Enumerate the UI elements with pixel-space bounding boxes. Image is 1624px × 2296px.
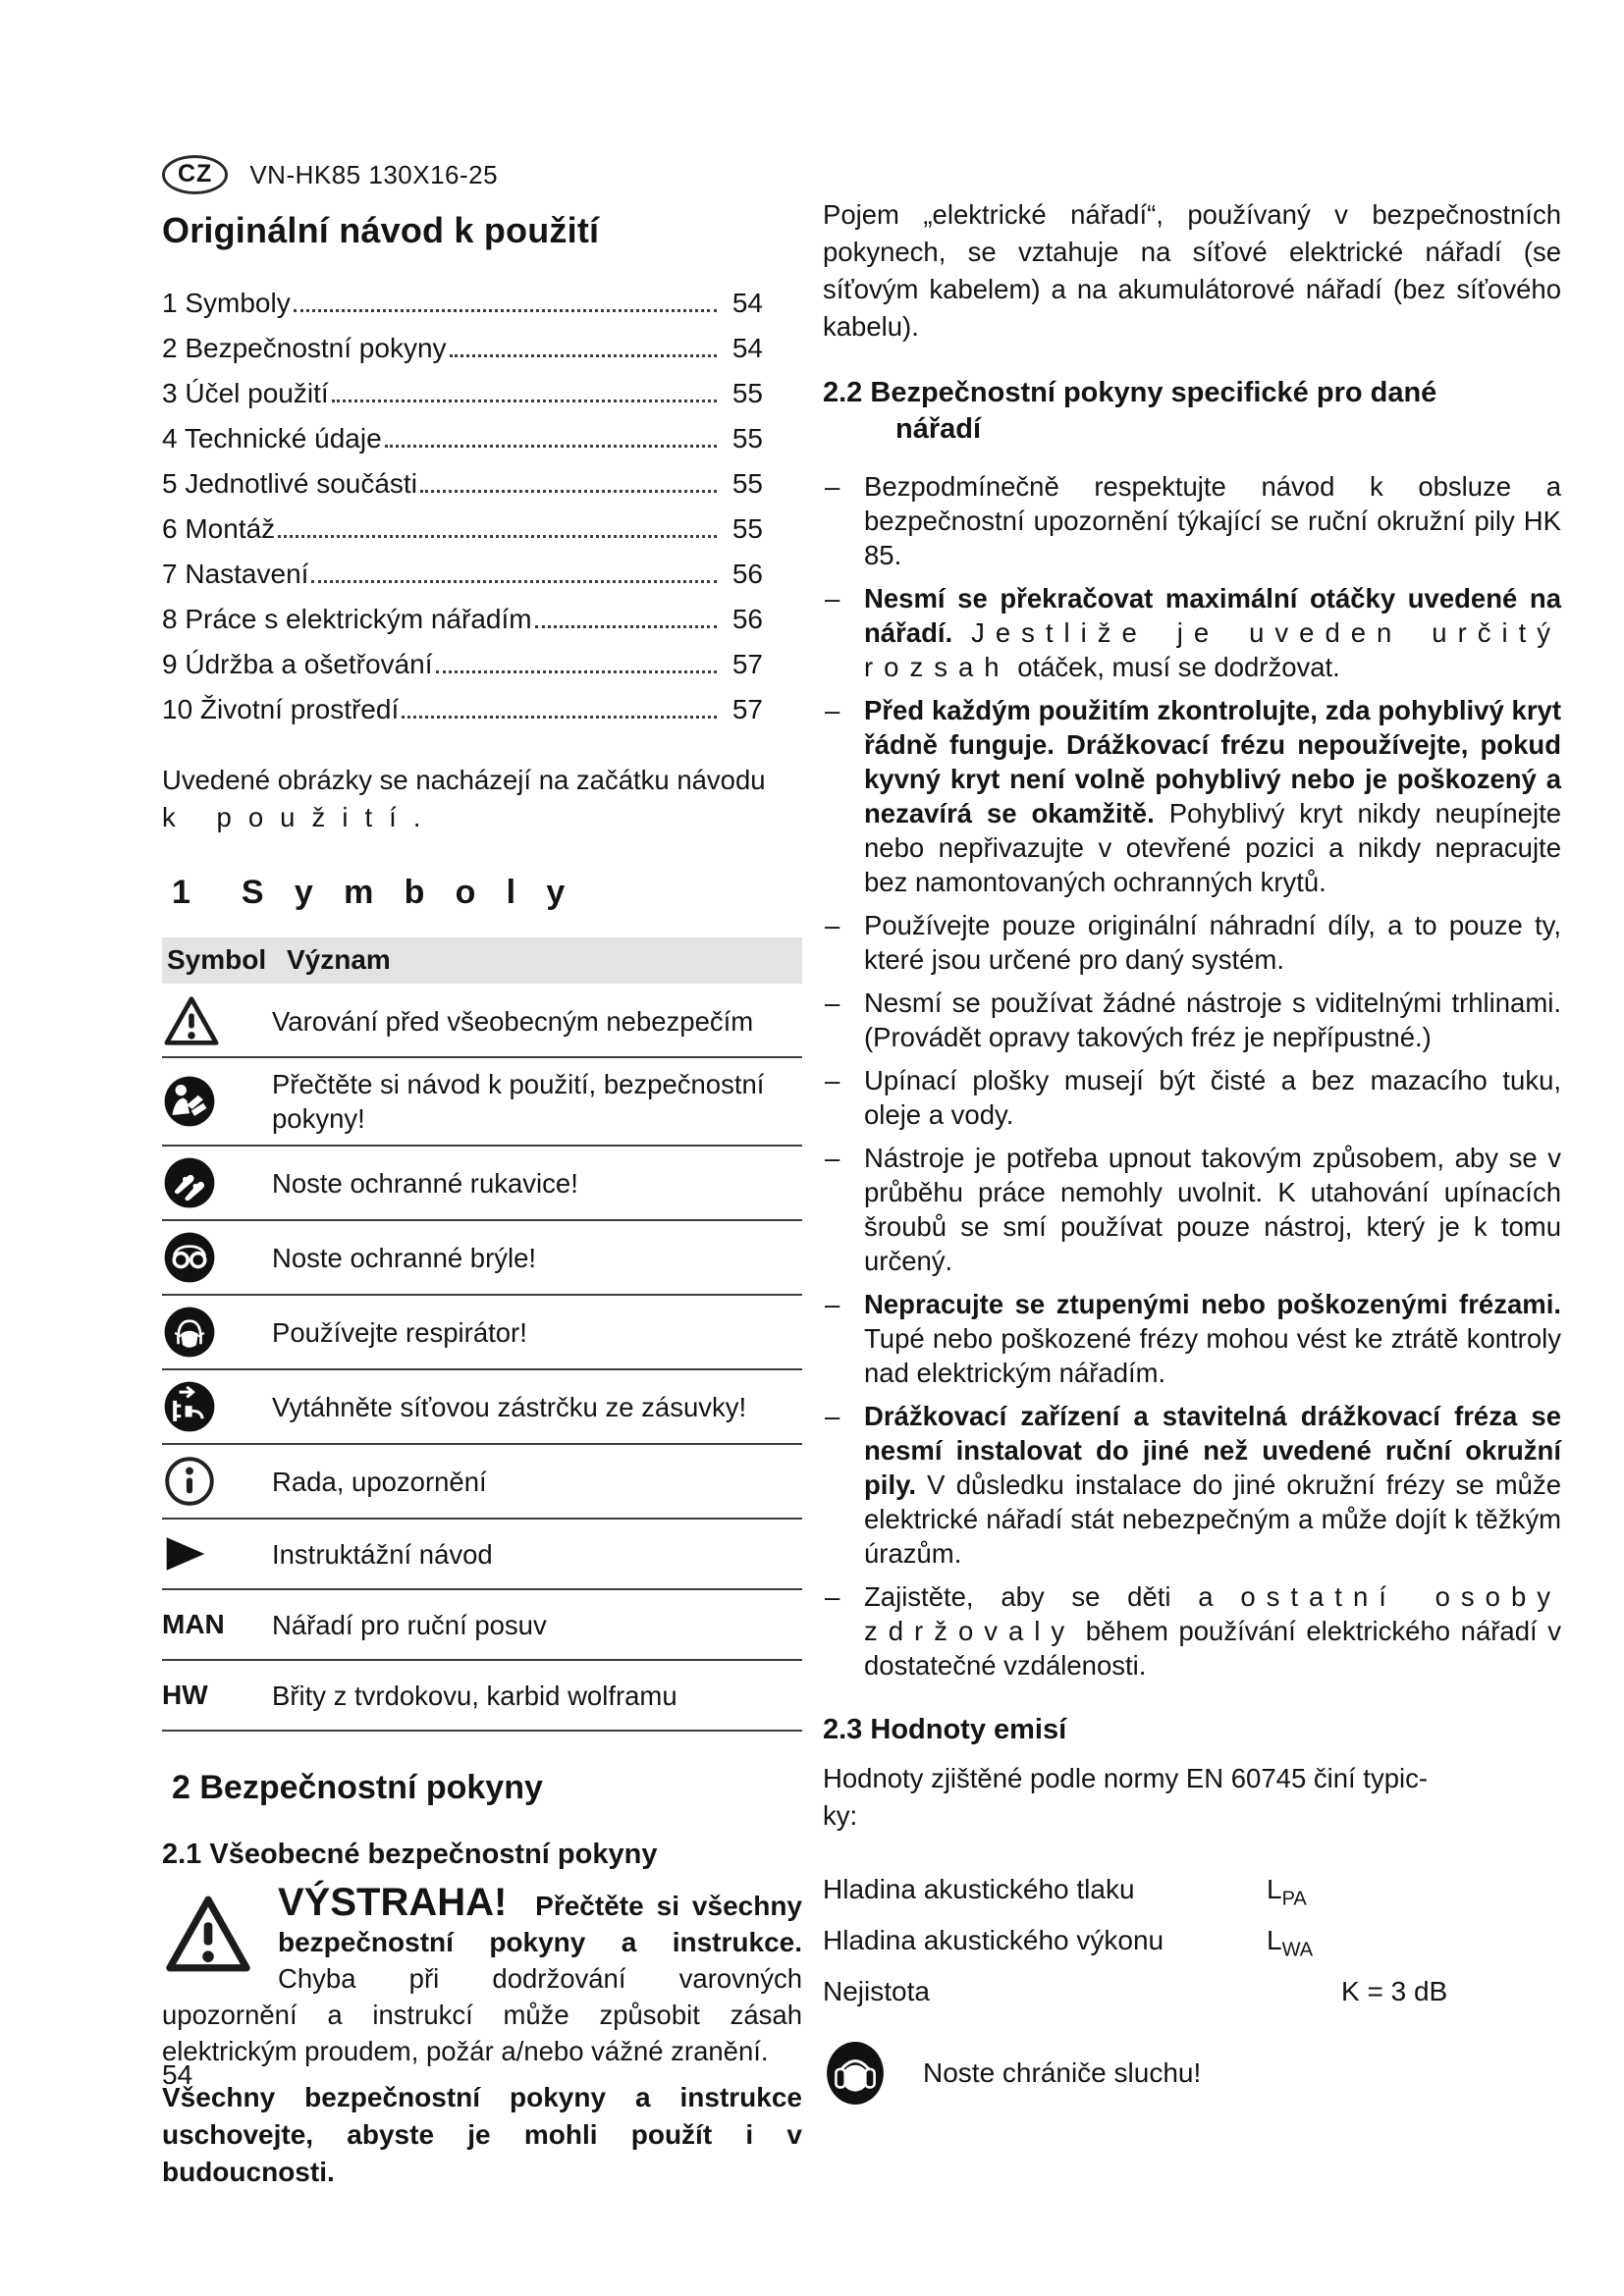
toc-item-label: 4 Technické údaje	[162, 423, 382, 454]
toc-item-page: 54	[731, 333, 763, 363]
toc-leader-dots	[332, 400, 717, 402]
symbol-table-row	[162, 1221, 802, 1296]
right-column	[823, 196, 1561, 2108]
toc-leader-dots	[535, 625, 717, 628]
toc-item-page: 54	[731, 288, 763, 318]
symbol-abbreviation: MAN	[162, 1609, 225, 1639]
emission-value: $L_{PA}$	[1267, 1874, 1307, 1910]
warning-triangle-icon	[162, 1893, 254, 1975]
symbol-meaning-text: Instruktážní návod	[272, 1538, 493, 1570]
bullet-text-segment: Drážkovací zařízení a stavitelná drážkovací fréza se nesmí instalovat do jiné než uvedené ruční okružní pily.	[864, 1401, 1561, 1500]
toc-item-page: 55	[731, 378, 763, 408]
page-number: 54	[162, 2059, 193, 2090]
safety-goggles-icon	[162, 1230, 272, 1285]
intro-paragraph	[162, 762, 802, 836]
bullet-dash: –	[825, 1143, 840, 1173]
bullet-text-segment: Nesmí se používat žádné nástroje s viditelnými trhlinami. (Provádět opravy takových fréz je nepřípustné.)	[864, 988, 1561, 1052]
unplug-icon	[162, 1379, 272, 1434]
keep-instructions-note: Všechny bezpečnostní pokyny a instrukce uschovejte, abyste je mohli použít i v budoucnosti.	[162, 2082, 802, 2187]
emission-label: Nejistota	[823, 1976, 930, 2006]
symbol-meaning-text: Noste ochranné rukavice!	[272, 1167, 578, 1199]
toc-item-page: 56	[731, 604, 763, 634]
page-title: Originální návod k použití	[162, 210, 600, 250]
emissions-intro-line1: Hodnoty zjištěné podle normy EN 60745 činí typic-	[823, 1763, 1429, 1793]
safety-bullet-item	[823, 469, 1561, 572]
toc-item-page: 55	[731, 513, 763, 544]
symbol-table-row	[162, 1147, 802, 1221]
table-of-contents	[162, 281, 763, 732]
bullet-text-segment: Upínací plošky musejí být čisté a bez mazacího tuku, oleje a vody.	[864, 1065, 1561, 1130]
brand-row	[162, 155, 802, 194]
toc-item-label: 2 Bezpečnostní pokyny	[162, 333, 447, 363]
bullet-dash: –	[825, 471, 840, 502]
bullet-text-segment: Bezpodmínečně respektujte návod k obsluze a bezpečnostní upozornění týkající se ruční okružní pily HK 85.	[864, 471, 1561, 570]
safety-bullet-item	[823, 1399, 1561, 1571]
toc-item-page: 55	[731, 423, 763, 454]
emission-row	[823, 1915, 1561, 1966]
read-manual-icon	[162, 1074, 272, 1129]
toc-item	[162, 642, 763, 687]
section-1-heading	[162, 874, 802, 912]
symbol-abbreviation: HW	[162, 1680, 208, 1710]
bullet-text-segment: Nepracujte se ztupenými nebo poškozenými frézami.	[864, 1289, 1561, 1319]
model-number: VN-HK85 130X16-25	[249, 159, 499, 189]
symbol-meaning-text: Rada, upozornění	[272, 1466, 487, 1497]
toc-item-label: 5 Jednotlivé součásti	[162, 468, 417, 499]
intro-line-2: k použití.	[162, 802, 438, 832]
symbol-meaning-text: Noste ochranné brýle!	[272, 1242, 537, 1273]
symbol-table-header	[162, 937, 802, 984]
bullet-text-segment: Nesmí se překračovat maximální otáčky uvedené na nářadí.	[864, 583, 1561, 648]
language-badge: CZ	[162, 155, 228, 194]
emission-row	[823, 1966, 1561, 2017]
symbol-meaning-text: Používejte respirátor!	[272, 1316, 527, 1348]
bullet-text-segment: otáček, musí se dodržovat.	[1017, 652, 1340, 682]
ear-protection-icon	[823, 2039, 888, 2108]
bullet-dash: –	[825, 988, 840, 1018]
warning-title: VÝSTRAHA!	[278, 1881, 508, 1924]
meaning-column-header: Význam	[287, 944, 391, 975]
safety-bullet-item	[823, 1141, 1561, 1278]
bullet-text-segment: během používání elektrického nářadí v dostatečné vzdálenosti.	[864, 1616, 1561, 1681]
bullet-dash: –	[825, 695, 840, 725]
safety-bullet-item	[823, 1579, 1561, 1682]
emissions-intro-line2: ky:	[823, 1800, 858, 1831]
symbol-table-row	[162, 1445, 802, 1520]
toc-leader-dots	[385, 445, 717, 448]
bullet-text-segment: Tupé nebo poškozené frézy mohou vést ke ztrátě kontroly nad elektrickým nářadím.	[864, 1323, 1561, 1388]
emission-label: Hladina akustického výkonu	[823, 1925, 1164, 1955]
section-1-word: Symboly	[241, 874, 596, 911]
intro-line-1: Uvedené obrázky se nacházejí na začátku návodu	[162, 765, 766, 795]
symbol-meaning-text: Břity z tvrdokovu, karbid wolframu	[272, 1680, 677, 1711]
toc-leader-dots	[450, 354, 717, 357]
bullet-dash: –	[825, 1581, 840, 1612]
bullet-text-segment: Pohyblivý kryt nikdy neupínejte nebo nepřivazujte v otevřené pozici a nikdy nepracujte bez namontovaných ochranných krytů.	[864, 798, 1562, 897]
safety-bullet-item	[823, 581, 1561, 684]
toc-leader-dots	[294, 309, 717, 312]
bullet-dash: –	[825, 910, 840, 940]
toc-leader-dots	[311, 580, 717, 583]
symbol-table-row	[162, 1370, 802, 1445]
bullet-text-segment: Před každým použitím zkontrolujte, zda pohyblivý kryt řádně funguje. Drážkovací frézu nepoužívejte, pokud kyvný kryt není volně pohyblivý nebo je poškozený a nezavírá se okamžitě.	[864, 695, 1561, 828]
left-column	[162, 155, 802, 2218]
warning-triangle-icon	[162, 994, 272, 1047]
section-2-heading: 2 Bezpečnostní pokyny	[172, 1769, 543, 1806]
ear-protection-row	[823, 2039, 1561, 2108]
warning-block	[162, 1881, 802, 2069]
symbol-table-row	[162, 1058, 802, 1147]
toc-item-label: 3 Účel použití	[162, 378, 329, 408]
toc-item-page: 57	[731, 694, 763, 724]
section-1-number: 1	[172, 874, 190, 911]
toc-item	[162, 326, 763, 371]
section-2-1-heading: 2.1 Všeobecné bezpečnostní pokyny	[162, 1839, 658, 1870]
toc-item-label: 10 Životní prostředí	[162, 694, 400, 724]
section-2-2-heading	[823, 375, 1561, 448]
info-icon	[162, 1454, 272, 1509]
toc-leader-dots	[402, 716, 717, 719]
ear-protection-note: Noste chrániče sluchu!	[923, 2057, 1202, 2088]
symbol-meaning-text: Varování před všeobecným nebezpečím	[272, 1005, 754, 1037]
safety-bullet-item	[823, 908, 1561, 977]
warning-bold-text: Přečtěte si všechny bezpečnostní pokyny a instrukce.	[278, 1891, 802, 1957]
toc-item	[162, 552, 763, 597]
symbol-table	[162, 986, 802, 1732]
bullet-dash: –	[825, 1289, 840, 1319]
symbol-column-header: Symbol	[167, 944, 267, 975]
toc-item	[162, 371, 763, 416]
emission-values	[823, 1864, 1561, 2017]
toc-item-page: 56	[731, 559, 763, 589]
safety-bullet-item	[823, 986, 1561, 1054]
section-2-3-heading: 2.3 Hodnoty emisí	[823, 1714, 1067, 1745]
symbol-meaning-text: Nářadí pro ruční posuv	[272, 1609, 547, 1640]
toc-item	[162, 687, 763, 732]
toc-item-page: 57	[731, 649, 763, 679]
safety-bullet-item	[823, 1063, 1561, 1132]
bullet-text-segment: Jestliže je uveden určitý rozsah	[864, 617, 1561, 682]
safety-bullet-item	[823, 1287, 1561, 1390]
safety-bullet-item	[823, 693, 1561, 899]
safety-bullet-list	[823, 469, 1561, 1682]
terminology-paragraph: Pojem „elektrické nářadí“, používaný v bezpečnostních pokynech, se vztahuje na síťové elektrické nářadí (se síťovým kabelem) a na akumulátorové nářadí (bez síťového kabelu).	[823, 199, 1561, 342]
toc-item-label: 8 Práce s elektrickým nářadím	[162, 604, 532, 634]
emission-value: $L_{WA}$	[1267, 1925, 1314, 1961]
toc-item-page: 55	[731, 468, 763, 499]
bullet-dash: –	[825, 583, 840, 614]
symbol-meaning-text: Přečtěte si návod k použití, bezpečnostní pokyny!	[272, 1069, 765, 1134]
warning-body-text: Chyba při dodržování varovných upozornění a instrukcí může způsobit zásah elektrickým proudem, požár a/nebo vážné zranění.	[162, 1963, 802, 2066]
toc-item	[162, 597, 763, 642]
respirator-icon	[162, 1305, 272, 1360]
toc-item	[162, 507, 763, 552]
toc-item-label: 7 Nastavení	[162, 559, 309, 589]
emission-value: K = 3 dB	[1341, 1976, 1448, 2006]
emissions-intro	[823, 1760, 1561, 1835]
play-triangle-icon	[162, 1533, 272, 1575]
bullet-text-segment: V důsledku instalace do jiné okružní frézy se může elektrické nářadí stát nebezpečným a může dojít k těžkým úrazům.	[864, 1469, 1562, 1569]
toc-leader-dots	[420, 490, 717, 493]
toc-leader-dots	[278, 535, 717, 538]
bullet-text-segment: Zajistěte, aby se děti a	[864, 1581, 1214, 1612]
toc-item	[162, 416, 763, 461]
toc-item-label: 6 Montáž	[162, 513, 276, 544]
emission-row	[823, 1864, 1561, 1915]
toc-item	[162, 281, 763, 326]
protective-gloves-icon	[162, 1155, 272, 1210]
toc-leader-dots	[436, 670, 718, 673]
bullet-text-segment: ostatní osoby zdržovaly	[864, 1581, 1562, 1646]
bullet-text-segment: Používejte pouze originální náhradní díly, a to pouze ty, které jsou určené pro daný systém.	[864, 910, 1561, 975]
symbol-table-row	[162, 1296, 802, 1370]
symbol-table-row	[162, 1520, 802, 1590]
section-2-2-line1: 2.2 Bezpečnostní pokyny specifické pro dané	[823, 377, 1437, 408]
toc-item-label: 1 Symboly	[162, 288, 291, 318]
emission-label: Hladina akustického tlaku	[823, 1874, 1135, 1904]
bullet-dash: –	[825, 1065, 840, 1095]
symbol-table-row	[162, 1590, 802, 1661]
symbol-table-row	[162, 986, 802, 1058]
toc-item-label: 9 Údržba a ošetřování	[162, 649, 433, 679]
symbol-table-row	[162, 1661, 802, 1732]
bullet-dash: –	[825, 1401, 840, 1431]
bullet-text-segment: Nástroje je potřeba upnout takovým způsobem, aby se v průběhu práce nemohly uvolnit. K utahování upínacích šroubů se smí používat pouze nástroj, který je k tomu určený.	[864, 1143, 1561, 1276]
section-2-2-line2: nářadí	[895, 413, 982, 445]
symbol-meaning-text: Vytáhněte síťovou zástrčku ze zásuvky!	[272, 1391, 747, 1422]
toc-item	[162, 461, 763, 507]
